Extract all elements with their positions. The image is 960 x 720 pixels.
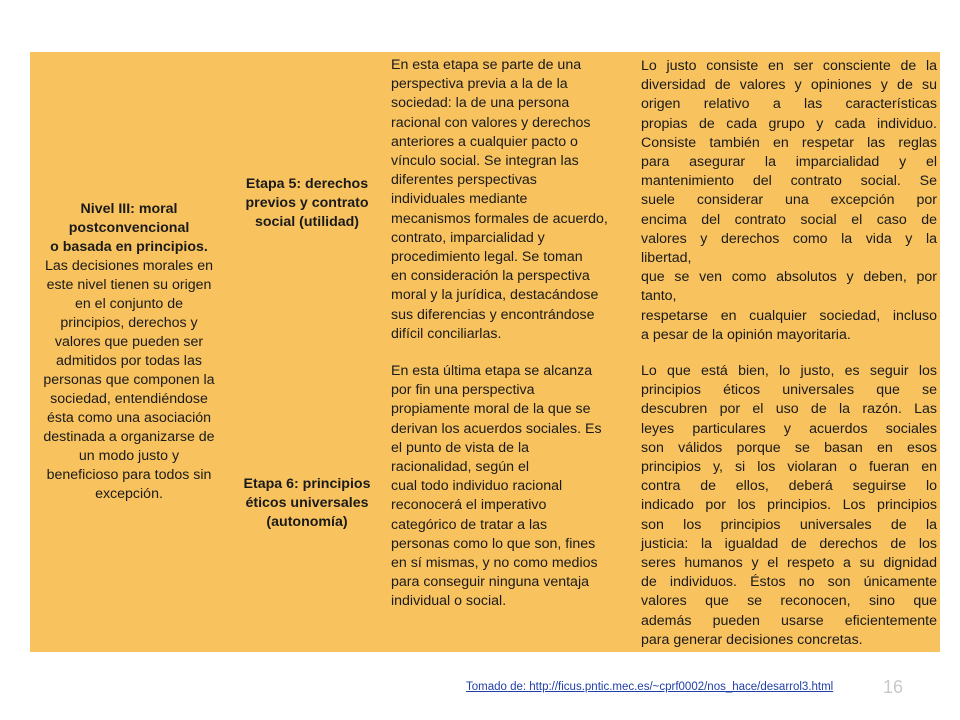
stage5-justice-line: suele considerar una excepción por (641, 192, 937, 209)
stage5-description-line: en consideración la perspectiva (391, 268, 590, 285)
stage6-justice-line: principios éticos universales que se (641, 382, 937, 399)
stage5-description-line: diferentes perspectivas (391, 172, 537, 189)
stage6-description-line: cual todo individuo racional (391, 478, 563, 495)
stage5-title-line: Etapa 5: derechos (245, 175, 369, 192)
stage6-description-line: el punto de vista de la (391, 439, 530, 456)
stage6-justice-line: para generar decisiones concretas. (641, 631, 863, 648)
level-description (32, 257, 226, 504)
level-description-line: este nivel tienen su origen (46, 277, 212, 293)
stage6-title-line: Etapa 6: principios (243, 475, 371, 492)
stage6-justice-line: de individuos. Éstos no son únicamente (641, 574, 937, 591)
stage6-description-line: En esta última etapa se alcanza (391, 363, 593, 379)
stage6-justice-line: Lo que está bien, lo justo, es seguir los (641, 363, 937, 379)
stage5-description (391, 56, 637, 344)
stage5-title-cell (228, 52, 386, 354)
stage6-justice-line: son los principios universales de la (641, 516, 937, 533)
stage5-justice-line: valores y derechos como la vida y la (641, 230, 937, 247)
stage6-description-line: individual o social. (391, 593, 507, 610)
stage6-justice-line: indicado por los principios. Los principios (641, 497, 937, 514)
stage5-description-line: En esta etapa se parte de una (391, 57, 582, 73)
level-description-line: personas que componen la (43, 372, 215, 388)
stage5-justice-line: propias de cada grupo y cada individuo. (641, 115, 937, 132)
level-title-line: o basada en principios. (50, 239, 208, 255)
stage6-description-line: personas como lo que son, fines (391, 535, 596, 552)
level-title-line: postconvencional (68, 220, 190, 236)
stage6-description-line: por fin una perspectiva (391, 382, 535, 399)
stage6-description-line: en sí mismas, y no como medios (391, 555, 598, 572)
level-description-line: sociedad, entendiéndose (50, 391, 208, 407)
stage5-description-line: sus diferencias y encontrándose (391, 306, 595, 323)
stage5-title-line: previos y contrato (245, 194, 369, 211)
stage5-justice-line: respetarse en cualquier sociedad, incluso (641, 307, 937, 324)
stage5-description-line: anteriores a cualquier pacto o (391, 133, 578, 150)
level-description-line: excepción. (95, 486, 163, 502)
stage5-justice-line: origen relativo a las características (641, 96, 937, 113)
stage5-justice-line: para asegurar la imparcialidad y el (641, 154, 937, 171)
level-description-line: admitidos por todas las (56, 353, 202, 369)
stage6-description-line: racionalidad, según el (391, 459, 530, 476)
stage6-title (244, 475, 371, 532)
stage6-justice-line: seres humanos y el respeto a su dignidad (641, 555, 937, 572)
stage6-justice-line: leyes particulares y acuerdos sociales (641, 420, 937, 437)
level-cell (30, 52, 228, 652)
level-title (32, 200, 226, 257)
stage5-description-line: perspectiva previa a la de la (391, 76, 568, 93)
level-description-line: en el conjunto de (74, 296, 184, 312)
stage6-description-line: derivan los acuerdos sociales. Es (391, 420, 602, 437)
level-description-line: un modo justo y (78, 448, 180, 464)
stage5-justice-line: diversidad de valores y opiniones y de su (641, 77, 937, 94)
stage5-description-line: mecanismos formales de acuerdo, (391, 210, 608, 227)
moral-stages-table (30, 52, 940, 652)
stage5-description-line: racional con valores y derechos (391, 114, 591, 131)
stage6-justice-line: contra de ellos, deberá seguirse lo (641, 478, 937, 495)
stage5-justice-line: libertad, (641, 250, 692, 267)
level-description-line: principios, derechos y (60, 315, 198, 331)
stage6-description-line: categórico de tratar a las (391, 516, 548, 533)
level-description-line: destinada a organizarse de (43, 429, 215, 445)
stage6-title-line: éticos universales (245, 494, 369, 511)
stage6-title-line: (autonomía) (266, 513, 348, 530)
stage6-description-line: reconocerá el imperativo (391, 497, 547, 514)
stage6-justice-line: justicia: la igualdad de derechos de los (641, 535, 937, 552)
stage6-justice (641, 362, 937, 650)
stage6-justice-line: valores que se reconocen, sino que (641, 593, 937, 610)
stage5-description-line: procedimiento legal. Se toman (391, 249, 583, 266)
stage5-justice-line: que se ven como absolutos y deben, por (641, 269, 937, 286)
stage6-description-line: para conseguir ninguna ventaja (391, 574, 589, 591)
stage5-title (246, 175, 369, 232)
level-description-line: ésta como una asociación (46, 410, 212, 426)
stage5-description-line: individuales mediante (391, 191, 528, 208)
level-description-line: Las decisiones morales en (45, 258, 213, 274)
stage6-justice-line: principios y, si los violaran o fueran en (641, 459, 937, 476)
stage6-title-cell (228, 354, 386, 652)
level-title-line: Nivel III: moral (80, 201, 178, 217)
stage5-justice (641, 57, 937, 345)
stage5-description-line: moral y la jurídica, destacándose (391, 287, 599, 304)
stage5-justice-line: tanto, (641, 288, 677, 305)
level-description-line: beneficioso para todos sin (46, 467, 212, 483)
page-number: 16 (883, 677, 904, 697)
stage5-justice-line: encima del contrato social el caso de (641, 211, 937, 228)
stage5-justice-line: a pesar de la opinión mayoritaria. (641, 326, 851, 343)
stage6-justice-line: descubren por el uso de la razón. Las (641, 401, 937, 418)
stage6-description-line: propiamente moral de la que se (391, 401, 591, 418)
stage5-description-line: sociedad: la de una persona (391, 95, 570, 112)
stage5-description-line: contrato, imparcialidad y (391, 229, 545, 246)
stage5-description-line: difícil conciliarlas. (391, 325, 502, 342)
stage5-justice-line: Consiste también en respetar las reglas (641, 134, 937, 151)
stage6-justice-line: además pueden usarse eficientemente (641, 612, 937, 629)
stage6-description (391, 362, 637, 612)
stage5-justice-line: Lo justo consiste en ser consciente de la (641, 58, 937, 74)
stage5-title-line: social (utilidad) (254, 213, 360, 230)
stage5-justice-line: mantenimiento del contrato social. Se (641, 173, 937, 190)
stage5-description-line: vínculo social. Se integran las (391, 153, 579, 170)
source-link[interactable]: Tomado de: http://ficus.pntic.mec.es/~cprf0002/nos_hace/desarrol3.html (466, 681, 834, 693)
stage6-justice-line: son válidos porque se basan en esos (641, 439, 937, 456)
level-description-line: valores que pueden ser (54, 334, 204, 350)
